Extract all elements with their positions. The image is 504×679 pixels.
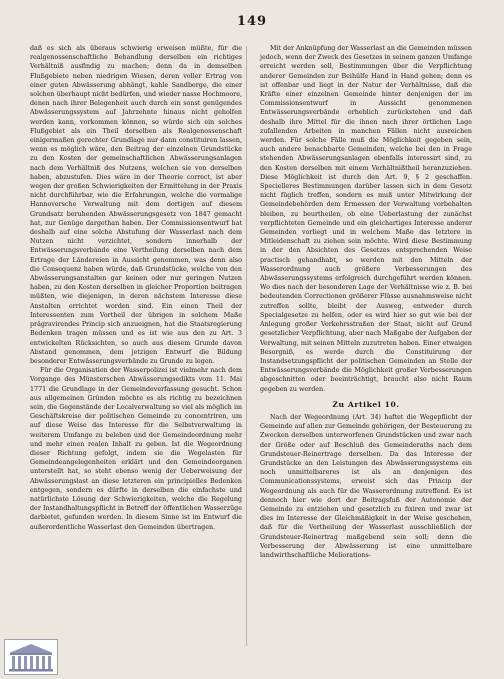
left-text-column: [30, 44, 242, 532]
paragraph: Nach der Wegeordnung (Art. 34) haftet die Wegepflicht der Gemeinde auf allen zur Gemeinde gehörigen, der Besteuerung zu Zwecken derselben unterworfenen Grundstücken und zwar nach der Größe oder auf Beschluß des Gemeinderaths nach dem Grundsteuer-Reinertrage derselben. Da das Interesse der Grundstücke an den Leistungen des Abwässerungssystems ein noch unmittelbareres ist als an denjenigen des Communicationssystems, erweist sich das Princip der Wegeordnung als auch für die Wasserordnung zutreffend. Es ist dennoch hier wie dort der Beitragsfuß der Autonomie der Gemeinde zu entziehen und gesetzlich zu fixiren und zwar ist dies im Interesse der Gleichmäßigkeit in der Weise geschehen, daß für die Vertheilung der Wasserlast ausschließlich der Grundsteuer-Reinertrag maßgebend sein soll; denn die Verbesserung der Abwässerung ist eine unmittelbare landwirthschaftliche Meliorations-: [260, 413, 472, 559]
page-number: 149: [236, 14, 268, 29]
paragraph: Mit der Anknüpfung der Wasserlast an die Gemeinden müssen jedoch, wenn der Zweck des Gesetzes in seinem ganzen Umfange erreicht werden soll, Bestimmungen über die Verpflichtung anderer Gemeinden zur Beihülfe Hand in Hand gehen; denn es ist offenbar und liegt in der Natur der Verhältnisse, daß die Kräfte einer einzelnen Gemeinde hinter denjenigen der im Commissionsentwurf in Aussicht genommenen Entwässerungsverbände erheblich zurückstehen und daß deshalb ihre Mittel für die ihnen nach ihrer örtlichen Lage zufallenden Arbeiten in manchen Fällen nicht ausreichen werden. Für solche Fälle muß die Möglichkeit gegeben sein, auch andere benachbarte Gemeinden, welche bei den in Frage stehenden Abwässerungsanlagen ebenfalls interessirt sind, zu den Kosten derselben mit einem Verhältnißtheil heranzuziehen. Diese Möglichkeit ist durch den Art. 9, § 2 geschaffen. Specielleres Bestimmungen darüber lassen sich in dem Gesetz nicht füglich treffen, sondern es muß unter Mitwirkung der Gemeindebehörden dem Ermessen der Verwaltung vorbehalten bleiben, zu beurtheilen, ob eine Ueberlastung der zunächst verpflichteten Gemeinde und ein gleichartiges Interesse anderer Gemeinden vorliegt und in welchem Maße das letztere in Mitleidenschaft zu ziehen sein möchte. Wird diese Bestimmung in der den Absichten des Gesetzes entsprechenden Weise practisch gehandhabt, so werden mit den Mitteln der Wasserordnung auch größere Verbesserungen des Abwässerungssystems erfolgreich durchgeführt werden können. Wo dies nach der besonderen Lage der Verhältnisse wie z. B. bei bedeutenden Correctionen größerer Flüsse ausnahmsweise nicht zutreffen sollte, bleibt der Ausweg, entweder durch Specialgesetze zu helfen, oder es wird hier so gut wie bei der Anlegung großer Verkehrsstraßen der Staat, nicht auf Grund gesetzlicher Verpflichtung, aber nach Maßgabe der Aufgaben der Verwaltung, mit seinen Mitteln zuzutreten haben. Einer etwaigen Besorgniß, es werde durch die Constituirung der Instandsetzungspflicht der politischen Gemeinden an Stelle der Entwässerungsverbände die Möglichkeit großer Verbesserungen abgeschnitten oder beeinträchtigt, braucht also nicht Raum gegeben zu werden.: [260, 45, 472, 393]
library-building-logo-icon: [4, 639, 58, 675]
paragraph: Für die Organisation der Wasserpolizei ist vielmehr nach dem Vorgange des Münsterschen Abwässerungsedikts vom 11. Mai 1771 die Grundlage in der Gemeindeverfassung gesucht. Schon aus allgemeinen Gründen möchte es als richtig zu bezeichnen sein, die Gegenstände der Localverwaltung so viel als möglich im Geschäftskreise der politischen Gemeinde zu concentriren, um auf diese Weise das Interesse für die Selbstverwaltung in weiterem Umfange zu beleben und der Gemeindeordnung mehr und mehr einen realen Inhalt zu geben. Ist die Wegeordnung dieser Richtung gefolgt, indem sie die Wegelasten für Gemeindeangelegenheiten erklärt und den Gemeindeorganen unterstellt hat, so steht ebenso wenig der Ueberweisung der Abwässerungslast an diese letzteren ein principielles Bedenken entgegen, sondern es dürfte in derselben die einfachste und natürlichste Lösung der Schwierigkeiten, welche die Regelung der Instandhaltungspflicht in Betreff der öffentlichen Wasserzüge darbietet, gefunden werden. In diesem Sinne ist im Entwurf die außerordentliche Wasserlast den Gemeinden übertragen.: [30, 367, 242, 531]
paragraph: daß es sich als überaus schwierig erweisen müßte, für die realgenossenschaftliche Behandlung derselben ein richtiges Verhältniß ausfindig zu machen; denn da in demselben Flußgebiete neben niedrigen Wiesen, deren voller Ertrag von einer guten Abwässerung abhängt, kahle Sandberge, die einer solchen überhaupt nicht bedürfen, und wieder nasse Hochmoore, denen nach ihrer Belegenheit auch durch ein sonst genügendes Abwässerungssystem auf Jahrzehnte hinaus nicht geholfen werden kann, vorkommen können, so würde sich ein solches Flußgebiet als ein Theil derselben als Realgenossenschaft einigermaßen gerechter Grundlage nur dann constituiren lassen, wenn es möglich wäre, den Beitrag der einzelnen Grundstücke zu den Kosten der gemeinschaftlichen Abwässerungsanlagen nach dem Verhältniß des Nutzens, welchen sie von derselben haben, abzustufen. Dies wäre in der Theorie correct, ist aber wegen der großen Schwierigkeiten der Ermittelung in der Praxis nicht durchführbar, wie die Erfahrungen, welche die vormalige Hannoversche Verwaltung mit dem dortigen auf diesem Grundsatz beruhenden Abwässerungsgesetz von 1847 gemacht hat, zur Genüge dargethan haben. Der Commissionsentwurf hat deshalb auf eine solche Abstufung der Wasserlast nach dem Nutzen nicht verzichtet, sondern innerhalb der Entwässerungsverbände eine Vertheilung derselben nach dem Ertrage der Ländereien in Aussicht genommen, was denn also die Consequenz haben würde, daß Grundstücke, welche von den Abwässerungsanstalten gar keinen oder nur geringen Nutzen haben, zu den Kosten derselben in gleicher Proportion beitragen müßten, wie diejenigen, in deren nächstem Interesse diese Anstalten errichtet worden sind. Ein einen Theil der Interessenten zum Vortheil der übrigen in solchem Maße prägravirendes Princip sich anzueignen, hat die Staatsregierung Bedenken tragen müssen und es ist wie aus den zu Art. 3 entwickelten Rücksichten, so auch aus diesem Grunde davon Abstand genommen, dem jetzigen Entwurf die Bildung besonderer Entwässerungsverbände zu Grunde zu legen.: [30, 45, 242, 365]
section-heading: Zu Artikel 10.: [332, 399, 400, 409]
column-divider: [246, 46, 247, 646]
right-text-column: [260, 44, 472, 560]
